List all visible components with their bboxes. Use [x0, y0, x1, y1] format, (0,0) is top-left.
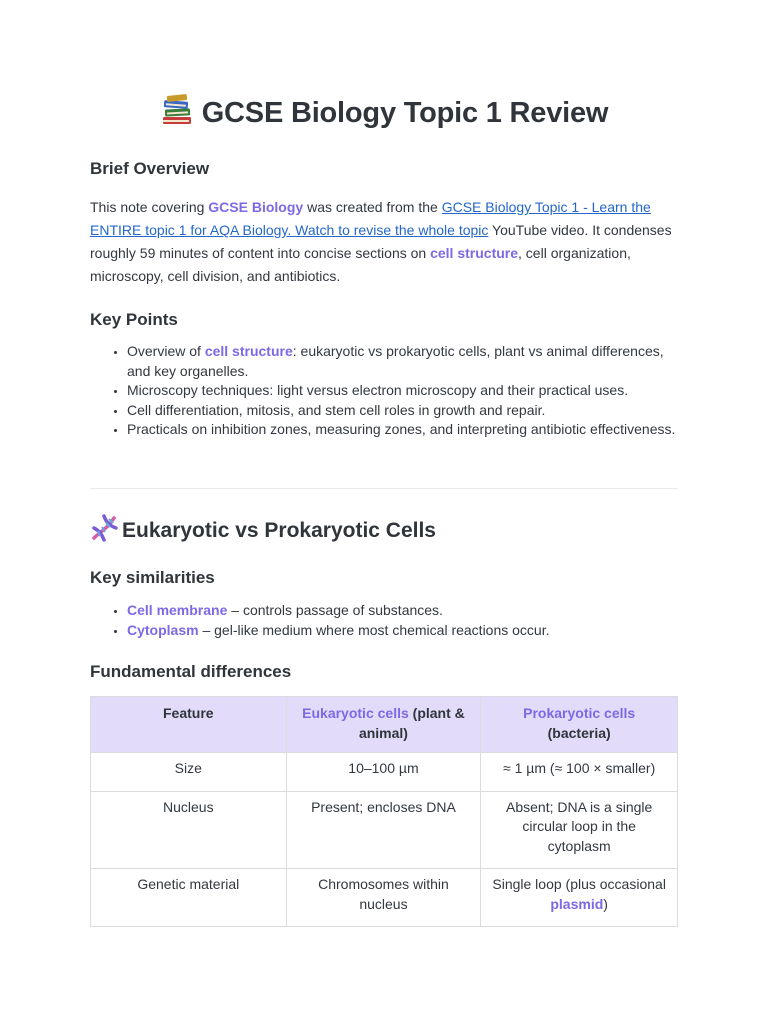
- column-header-eukaryotic: [286, 697, 481, 753]
- key-similarities-heading: Key similarities: [90, 568, 215, 587]
- fundamental-differences-heading: Fundamental differences: [90, 662, 292, 681]
- column-header-prokaryotic: [481, 697, 678, 753]
- column-header-feature: Feature: [91, 697, 287, 753]
- page-title-text: GCSE Biology Topic 1 Review: [201, 97, 609, 129]
- list-item-text: – gel-like medium where most chemical reactions occur.: [198, 621, 550, 638]
- plasmid-highlight: plasmid: [550, 895, 604, 912]
- table-cell: Absent; DNA is a single circular loop in the cytoplasm: [481, 791, 678, 869]
- key-points-heading: Key Points: [90, 310, 178, 329]
- column-header-text: (plant & animal): [358, 705, 465, 741]
- cell-membrane-highlight: Cell membrane: [127, 602, 228, 618]
- table-cell: ≈ 1 µm (≈ 100 × smaller): [481, 753, 678, 792]
- prokaryotic-highlight: Prokaryotic cells: [523, 705, 636, 721]
- cell-structure-highlight: cell structure: [204, 343, 293, 359]
- list-item: [127, 601, 687, 621]
- overview-text: , cell organization, microscopy, cell division, and antibiotics.: [90, 245, 631, 284]
- table-cell: Nucleus: [91, 791, 287, 869]
- cell-structure-highlight: cell structure: [430, 245, 519, 261]
- column-header-text: (bacteria): [547, 724, 611, 741]
- table-cell: Present; encloses DNA: [286, 791, 481, 869]
- list-item-text: – controls passage of substances.: [227, 602, 443, 618]
- dna-icon: [90, 514, 118, 548]
- section-heading-text: Eukaryotic vs Prokaryotic Cells: [122, 519, 436, 542]
- table-header-row: [91, 697, 678, 753]
- overview-text: YouTube video. It condenses roughly 59 minutes of content into concise sections on: [90, 222, 672, 261]
- table-cell: Chromosomes within nucleus: [286, 869, 481, 927]
- brief-overview-heading: Brief Overview: [90, 159, 210, 178]
- key-similarities-list: [90, 601, 687, 640]
- subject-highlight: GCSE Biology: [208, 199, 304, 215]
- table-cell: Genetic material: [91, 869, 287, 927]
- video-link[interactable]: GCSE Biology Topic 1 - Learn the ENTIRE topic 1 for AQA Biology. Watch to revise the whole topic: [90, 199, 651, 238]
- list-item: [127, 621, 687, 641]
- table-row: [91, 869, 678, 927]
- differences-table: [90, 696, 678, 927]
- table-row: [91, 753, 678, 792]
- divider: [90, 488, 678, 489]
- table-row: [91, 791, 678, 869]
- section-heading: [90, 514, 436, 548]
- overview-text: was created from the: [303, 199, 442, 215]
- cytoplasm-highlight: Cytoplasm: [127, 621, 199, 638]
- list-item: • Practicals on inhibition zones, measuring zones, and interpreting antibiotic effectiveness.: [127, 420, 687, 440]
- page-title: [0, 94, 768, 134]
- overview-text: This note covering: [90, 199, 209, 215]
- books-icon: [160, 94, 194, 134]
- key-points-list: [90, 342, 687, 440]
- list-item-text: Overview of: [127, 343, 205, 359]
- list-item-text: : eukaryotic vs prokaryotic cells, plant vs animal differences, and key organelles.: [127, 343, 664, 379]
- eukaryotic-highlight: Eukaryotic cells: [302, 705, 409, 721]
- table-cell: [481, 869, 678, 927]
- table-cell-text: ): [603, 895, 608, 912]
- list-item: [127, 342, 687, 381]
- table-cell: Size: [91, 753, 287, 792]
- table-cell-text: Single loop (plus occasional: [492, 876, 666, 892]
- overview-paragraph: [90, 196, 678, 288]
- list-item: • Microscopy techniques: light versus electron microscopy and their practical uses.: [127, 381, 687, 401]
- table-cell: 10–100 µm: [286, 753, 481, 792]
- list-item: • Cell differentiation, mitosis, and stem cell roles in growth and repair.: [127, 401, 687, 421]
